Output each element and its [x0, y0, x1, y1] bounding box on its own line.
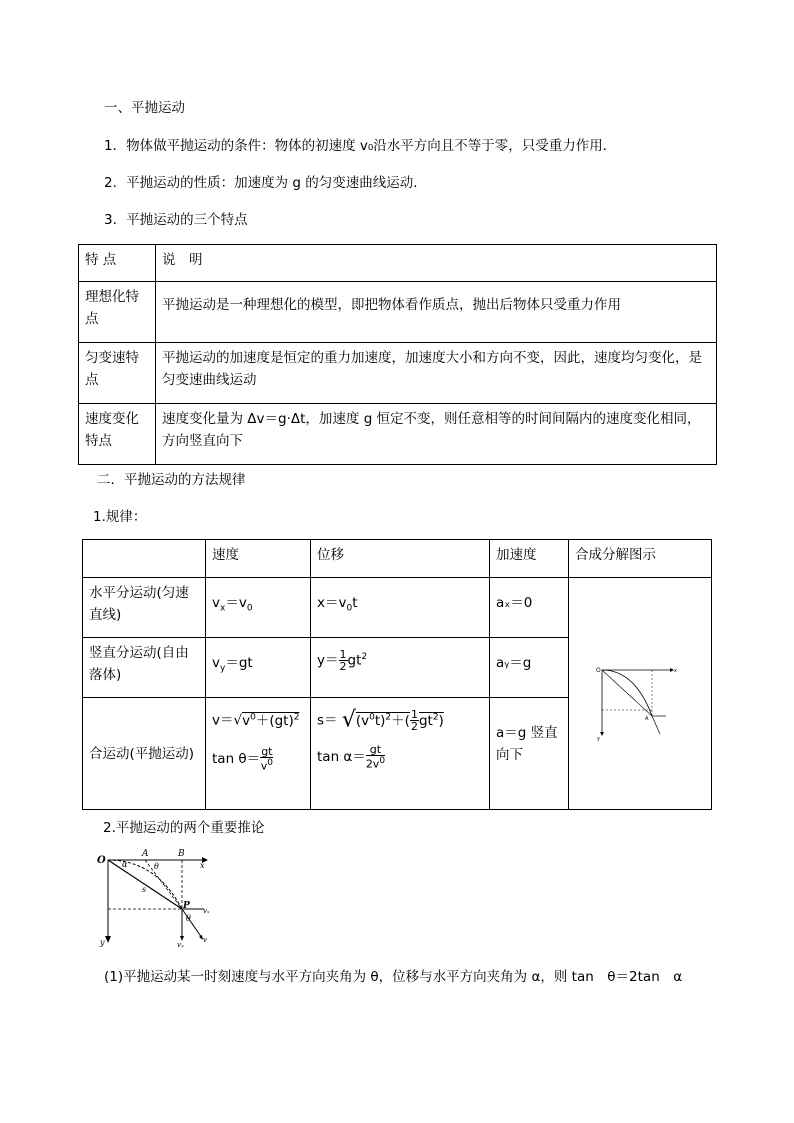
- figure-label-v: v: [203, 936, 207, 944]
- figure-label-alpha: α: [122, 860, 128, 869]
- section2-inference-label: 2.平抛运动的两个重要推论: [103, 820, 265, 836]
- figure-label-vx: vₓ: [203, 907, 210, 915]
- figure-label-theta-top: θ: [154, 862, 159, 871]
- paragraph-condition: 1．物体做平抛运动的条件：物体的初速度 v₀沿水平方向且不等于零，只受重力作用．: [104, 138, 617, 154]
- table2-accel: a＝g 竖直向下: [490, 698, 569, 810]
- diagram-origin-label: O: [596, 666, 601, 674]
- formula-y: y＝ $\frac{1}{2}$ $gt^2$: [311, 638, 490, 698]
- formula-s-combined: $s= √(v^0t)^2+$( $\frac{1}{2}$ $gt^2$) tan α＝ $\frac{gt}{2v^0}$: [311, 698, 490, 810]
- table2-accel: aᵧ＝g: [490, 638, 569, 698]
- figure-label-p: P: [183, 901, 190, 911]
- table1-row-label: 速度变化特点: [79, 404, 156, 465]
- table1-row-label: 理想化特点: [79, 282, 156, 343]
- table2-header-diagram: 合成分解图示: [569, 540, 712, 578]
- figure-label-a: A: [142, 849, 149, 859]
- projectile-inference-figure: [96, 846, 226, 950]
- table1-header-feature: 特 点: [79, 245, 156, 282]
- table1-header-desc: 说 明: [156, 245, 717, 282]
- table1-row-label: 匀变速特点: [79, 343, 156, 404]
- composition-diagram: [590, 644, 690, 744]
- section2-rules-label: 1.规律：: [93, 509, 147, 525]
- table1-row-desc: 平抛运动的加速度是恒定的重力加速度，加速度大小和方向不变，因此，速度均匀变化，是匀变速曲线运动: [156, 343, 717, 404]
- table2-accel: aₓ＝0: [490, 578, 569, 638]
- table1-row-desc: 平抛运动是一种理想化的模型，即把物体看作质点，抛出后物体只受重力作用: [156, 282, 717, 343]
- figure-label-b: B: [178, 849, 185, 859]
- diagram-y-label: y: [597, 735, 600, 742]
- conclusion-tan-relation: (1)平抛运动某一时刻速度与水平方向夹角为 θ，位移与水平方向夹角为 α，则 tan θ＝2tan α: [104, 969, 683, 985]
- figure-label-o: O: [97, 855, 106, 866]
- table2-row-label: 合运动(平抛运动): [83, 698, 206, 810]
- paragraph-features: 3．平抛运动的三个特点: [104, 212, 248, 228]
- formula-x: $x=v_0t$: [311, 578, 490, 638]
- diagram-a-label: A: [645, 715, 649, 722]
- rules-table: [82, 539, 712, 810]
- section2-title: 二．平抛运动的方法规律: [97, 472, 246, 488]
- paragraph-nature: 2．平抛运动的性质：加速度为 g 的匀变速曲线运动．: [104, 175, 427, 191]
- features-table: [78, 244, 717, 465]
- figure-label-x: x: [200, 861, 205, 870]
- composition-diagram-cell: [569, 578, 712, 810]
- figure-label-theta: θ: [186, 914, 191, 923]
- table2-row-label: 水平分运动(匀速直线): [83, 578, 206, 638]
- formula-v-combined: $v=√v^0+(gt)^2$ tan θ＝ $\frac{gt}{v^0}$: [206, 698, 311, 810]
- table2-header-acceleration: 加速度: [490, 540, 569, 578]
- figure-label-s: s: [142, 885, 147, 894]
- section1-title: 一、平抛运动: [104, 100, 185, 116]
- figure-label-y: y: [100, 938, 105, 947]
- formula-vx: $v_x=v_0$: [206, 578, 311, 638]
- table2-header-blank: [83, 540, 206, 578]
- table1-row-desc: 速度变化量为 Δv＝g·Δt，加速度 g 恒定不变，则任意相等的时间间隔内的速度变化相同，方向竖直向下: [156, 404, 717, 465]
- diagram-x-label: x: [674, 667, 677, 674]
- figure-label-vy: vᵧ: [177, 941, 184, 949]
- table2-header-displacement: 位移: [311, 540, 490, 578]
- table2-header-velocity: 速度: [206, 540, 311, 578]
- formula-vy: $v_y=gt$: [206, 638, 311, 698]
- table2-row-label: 竖直分运动(自由落体): [83, 638, 206, 698]
